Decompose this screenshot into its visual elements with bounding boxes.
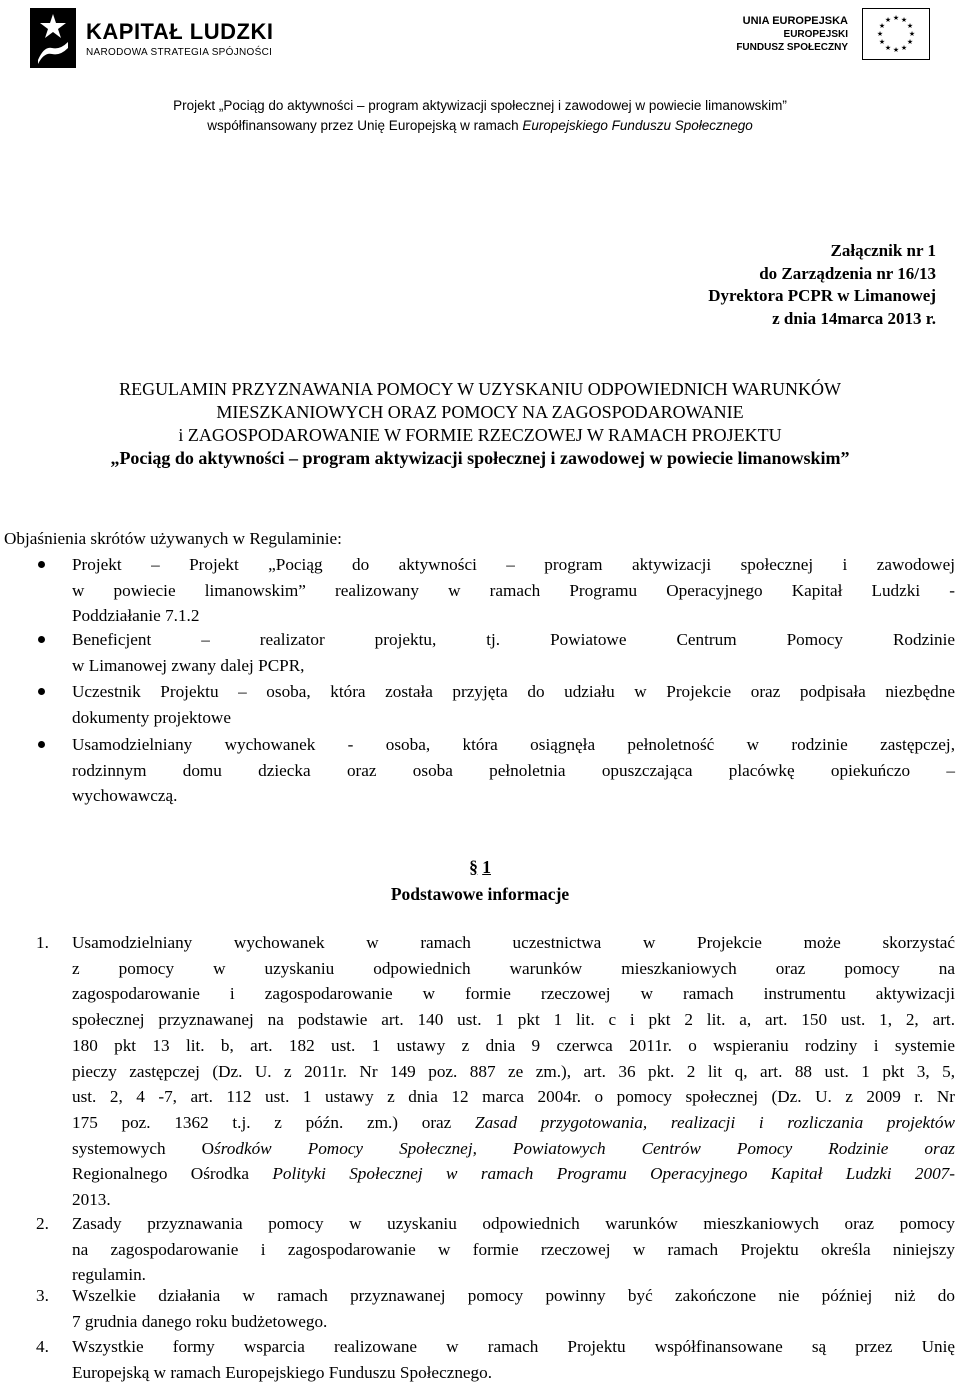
bullet-icon [38,741,45,748]
title-line-4: „Pociąg do aktywności – program aktywizacji społecznej i zawodowej w powiecie limanowskim” [110,448,850,468]
abbreviation-line: Uczestnik Projektu – osoba, która została przyjęta do udziału w Projekcie oraz podpisała niezbędne [72,682,955,701]
abbreviation-line: Usamodzielniany wychowanek - osoba, która osiągnęła pełnoletność w rodzinie zastępczej, [72,735,955,754]
project-header-line-2-italic: Europejskiego Funduszu Społecznego [522,118,753,133]
section-1-item-2 [72,1211,955,1288]
bullet-icon [38,688,45,695]
item-number: 2. [36,1214,49,1233]
kapital-ludzki-logo [30,6,273,70]
svg-text:★: ★ [878,22,886,30]
item-line [72,1110,955,1136]
svg-text:★: ★ [900,16,908,24]
section-1-title: Podstawowe informacje [390,884,570,904]
section-number: 1 [482,857,491,877]
item-line [72,1161,955,1187]
item-line: na zagospodarowanie i zagospodarowanie w formie rzeczowej w ramach Projektu określa niniejszy [72,1239,955,1259]
item-line-italic: Polityki Społecznej w ramach Programu Operacyjnego Kapitał Ludzki 2007- [272,1164,955,1184]
item-line: społecznej przyznawanej na podstawie art. 140 ust. 1 pkt 1 lit. c i pkt 2 lit. a, art. 150 ust. 1, 2, art. [72,1010,955,1030]
abbreviation-line: Projekt – Projekt „Pociąg do aktywności – program aktywizacji społecznej i zawodowej [72,555,955,574]
item-line: 2013. [72,1190,111,1210]
section-1-item-3 [72,1283,955,1334]
item-line: z pomocy w uzyskaniu odpowiednich warunków mieszkaniowych oraz pomocy na [72,958,955,978]
kapital-ludzki-emblem-icon [30,8,76,68]
title-line-2: MIESZKANIOWYCH ORAZ POMOCY NA ZAGOSPODAROWANIE [216,402,744,422]
abbreviation-item-beneficjent [72,627,955,678]
abbreviation-item-wychowanek [72,732,955,809]
item-number: 4. [36,1337,49,1356]
eu-flag-icon [862,8,930,60]
svg-text:★: ★ [906,22,914,30]
item-line-plain: środka [203,1164,273,1184]
bullet-icon [38,636,45,643]
item-number: 3. [36,1286,49,1305]
section-symbol: § [469,857,478,877]
annex-line-1: Załącznik nr 1 [830,241,936,260]
annex-line-3: Dyrektora PCPR w Limanowej [708,286,936,305]
svg-text:★: ★ [884,44,892,52]
svg-text:★: ★ [908,30,916,38]
svg-text:★: ★ [892,14,900,22]
svg-text:★: ★ [892,46,900,54]
abbreviation-line: w powiecie limanowskim” realizowany w ramach Programu Operacyjnego Kapitał Ludzki - [72,580,955,600]
kapital-ludzki-title: KAPITAŁ LUDZKI [86,18,274,44]
project-header-line-1: Projekt „Pociąg do aktywności – program aktywizacji społecznej i zawodowej w powiecie limanowskim” [173,98,787,113]
item-line: regulamin. [72,1265,146,1285]
title-line-3: i ZAGOSPODAROWANIE W FORMIE RZECZOWEJ W RAMACH PROJEKTU [178,425,782,445]
item-line: Wszystkie formy wsparcia realizowane w ramach Projektu współfinansowane są przez Unię [72,1337,955,1356]
item-line: ust. 2, 4 -7, art. 112 ust. 1 ustawy z dnia 12 marca 2004r. o pomocy społecznej (Dz. U. z 2009 r. Nr [72,1087,955,1107]
section-1-item-4 [72,1334,955,1385]
item-line: 7 grudnia danego roku budżetowego. [72,1311,328,1331]
kapital-ludzki-subtitle: NARODOWA STRATEGIA SPÓJNOŚCI [86,46,273,58]
item-line-plain: Regionalnego O [72,1164,204,1184]
item-line: Usamodzielniany wychowanek w ramach uczestnictwa w Projekcie może skorzystać [72,933,955,952]
item-line: Zasady przyznawania pomocy w uzyskaniu odpowiednich warunków mieszkaniowych oraz pomocy [72,1214,955,1233]
section-1-item-1 [72,930,955,1213]
abbreviation-line: dokumenty projektowe [72,707,231,727]
eu-logo [736,8,930,60]
item-line [72,1136,955,1162]
eu-logo-line-3: FUNDUSZ SPOŁECZNY [736,41,848,53]
project-header-line-2 [0,116,960,136]
annex-block [708,240,936,330]
abbreviation-line: Poddziałanie 7.1.2 [72,606,200,626]
item-line-plain: 175 poz. 1362 t.j. z późn. zm.) oraz [72,1112,476,1132]
abbreviation-line: w Limanowej zwany dalej PCPR, [72,655,305,675]
bullet-icon [38,561,45,568]
item-number: 1. [36,933,49,952]
svg-text:★: ★ [884,16,892,24]
item-line: zagospodarowanie i zagospodarowanie w formie rzeczowej w ramach instrumentu aktywizacji [72,984,955,1004]
item-line: Europejską w ramach Europejskiego Funduszu Społecznego. [72,1362,493,1382]
eu-logo-line-2: EUROPEJSKI [783,28,848,40]
abbreviation-item-projekt [72,552,955,629]
abbreviation-item-uczestnik [72,679,955,730]
abbreviations-heading: Objaśnienia skrótów używanych w Regulaminie: [4,529,342,548]
project-header [0,96,960,136]
abbreviation-line: Beneficjent – realizator projektu, tj. Powiatowe Centrum Pomocy Rodzinie [72,630,955,649]
item-line-plain: systemowych O [72,1138,215,1158]
svg-text:★: ★ [900,44,908,52]
item-line: 180 pkt 13 lit. b, art. 182 ust. 1 ustawy z dnia 9 czerwca 2011r. o wspieraniu rodziny i systemie [72,1035,955,1055]
svg-text:★: ★ [878,38,886,46]
project-header-line-2-plain: współfinansowany przez Unię Europejską w ramach [207,118,523,133]
section-1-number [0,853,960,881]
item-line: Wszelkie działania w ramach przyznawanej pomocy powinny być zakończone nie później niż do [72,1286,955,1305]
svg-text:★: ★ [906,38,914,46]
item-line: pieczy zastępczej (Dz. U. z 2011r. Nr 149 poz. 887 ze zm.), art. 36 pkt. 2 lit q, art. 88 ust. 1 pkt 3, 5, [72,1061,955,1081]
document-title [0,378,960,470]
annex-line-2: do Zarządzenia nr 16/13 [759,263,936,283]
annex-line-4: z dnia 14marca 2013 r. [772,308,936,328]
title-line-1: REGULAMIN PRZYZNAWANIA POMOCY W UZYSKANIU ODPOWIEDNICH WARUNKÓW [119,379,841,399]
abbreviation-line: rodzinnym domu dziecka oraz osoba pełnoletnia opuszczająca placówkę opiekuńczo – [72,760,955,780]
abbreviation-line: wychowawczą. [72,786,178,806]
item-line-italic: środków Pomocy Społecznej, Powiatowych Centrów Pomocy Rodzinie oraz [214,1138,955,1158]
svg-text:★: ★ [876,30,884,38]
item-line-italic: Zasad przygotowania, realizacji i rozliczania projektów [475,1112,955,1132]
eu-logo-line-1: UNIA EUROPEJSKA [742,14,848,27]
